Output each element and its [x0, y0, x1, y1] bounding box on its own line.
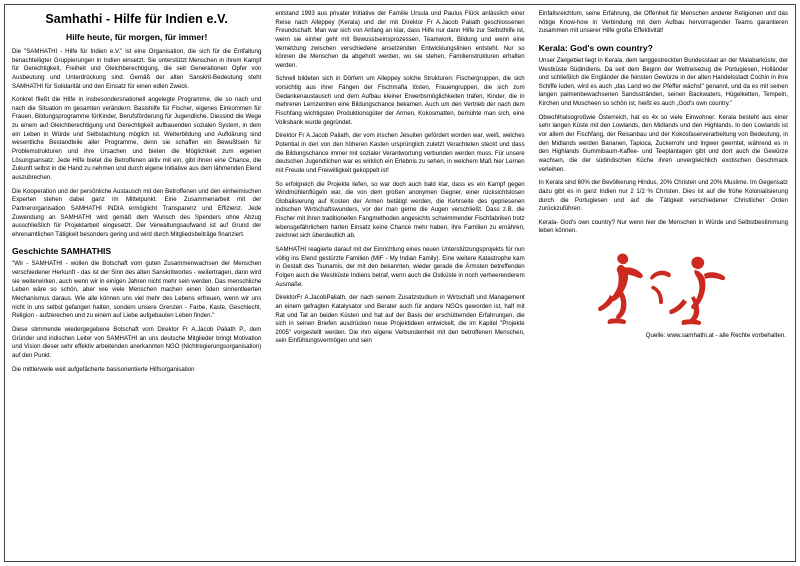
paragraph: entstand 1993 aus privater Initiative der Familie Ursula und Paulus Flück anlässlich einer Reise nach Alleppey (Kerala) und der mit Direktor Fr A.Jacob Paliath geschlossenen Freundschaft. Man war sich von Anfang an klar, dass Hilfe nur dann Hilfe zur Selbsthilfe ist, wenn sie einher geht mit Bewusstseinsprozessen, Teamwork, Bildung und wenn eine Vernetzung zwischen verschiedene ansetzenden Entwicklungslinien entsteht. Nur so können die Menschen da abgeholt werden, wo sie stehen, Familienstrukturen erhalten werden. — [275, 10, 525, 69]
page-subtitle: Hilfe heute, für morgen, für immer! — [65, 32, 208, 42]
source-footer: Quelle: www.samhathi.at - alle Rechte vorbehalten. — [645, 332, 786, 340]
paragraph: Diese stimmende wiedergegebene Botschaft vom Direktor Fr A.Jacob Paliath P., dem Gründer und indischen Leiter von SAMHATHI an uns deutsche Mitglieder bringt Motivation und Vision dieser sehr effektiv arbeitenden anerkannten NGO (Nichtregierungsorganisation) auf den Punkt. — [12, 325, 262, 359]
indian-dancers-illustration — [588, 246, 738, 326]
paragraph: Obwohlhalsogroßwie Österreich, hat es 4x so viele Einwohner. Kerala besteht aus einer sehr langen Küste mit den Lowlands, den Midlands und den Highlands. In den Lowlands ist vor allem der Fischfang, der Reisanbau und der Kokosfaserverarbeitung von Bedeutung, in den Midlands werden Bananen, Tapioca, Zuckerrohr und Ingwer geerntet, während es in den Highlands Gummibaum-Kaffee- und Teeplantagen gibt und dort auch die Gewürze wachsen, die der südindischen Küche ihren unvergleichlich exotischen Geschmack verleihen. — [538, 113, 788, 173]
paragraph: Kerala- God's own country? Nur wenn hier die Menschen in Würde und Selbstbestimmung leben können. — [538, 218, 788, 235]
page-title: Samhathi - Hilfe für Indien e.V. — [45, 12, 228, 26]
paragraph: SAMHATHI reagierte darauf mit der Einrichtung eines neuen Unterstützungsprojekts für nun völlig ins Elend gestürzte Familien (MIF - My Indian Family). Eine weitere Katastrophe kam in Gestalt des Tsunamis, der mit den bekannten, wieder gerade die Ärmsten betreffenden Folgen auch die Westküste Indiens betraf, wenn auch die Ostküste in noch verheerenderem Ausmaße. — [275, 246, 525, 288]
column-right — [539, 10, 788, 558]
paragraph: Die Kooperation und der persönliche Austausch mit den Betroffenen und den einheimischen Experten stehen dabei ganz im Mittelpunkt. Eine Zusammenarbeit mit der Partnerorganisation SAMHATHI INDIA ermöglicht Transparenz und Effizienz. Jede Zuwendung an SAMHATHI wird gemäß dem Wunsch des Spenders ohne Abzug ausschließlich für Projektarbeit eingesetzt. Der Verwaltungsaufwand ist auf Grund der ehrenamtlichen Tätigkeit besonders gering und wird durch Mitgliedsbeiträge finanziert. — [12, 187, 262, 238]
three-column-layout — [12, 10, 788, 558]
column-middle — [275, 10, 524, 558]
paragraph: So erfolgreich die Projekte liefen, so war doch auch bald klar, dass es ein Kampf gegen Windmühlenflügeln war, die von dem großen anonymen Gegner, einer rücksichtslosen Globalisierung auf Kosten der Armen betätigt werden, die Kehrseite des gepriesenen indischen Wirtschaftswunders, vor der man gerne die Augen verschließt. Dass z.B. die Fischer mit ihren traditionellen Fangmethoden angesichts schwimmender Fischfabriken trotz lebensgefährlichem harten Einsatz keine Chance mehr haben, ihre Familien zu ernähren, zeichnet sich überdeutlich ab. — [275, 180, 525, 240]
paragraph: Die mittlerweile weit aufgefächerte basisorientierte Hilfsorganisation — [12, 365, 195, 373]
column-left — [12, 10, 261, 558]
paragraph: Unser Zielgebiet liegt in Kerala, dem langgestreckten Bundesstaat an der Malabarküste, der Westküste Südindiens. Da seit dem Beginn der Weltreisezug die Portugiesen, Holländer und schließlich die Engländer die feinsten Gewürze in der alten Handelsstadt Cochin in ihre Schiffe luden, wird es auch „das Land wo der Pfeffer wächst" genannt, und da es mit seinen langen palmenbewachsenen Sandsstränden, seinen Backwaters, Hügelketten, Tempeln, Kirchen und Moscheen so schön ist, heißt es auch „God's own country." — [538, 56, 788, 108]
paragraph: Direktor Fr A.Jacob Paliath, der vom irischen Jesuiten gefördert worden war, weiß, welches Potential in den von den höheren Kasten ursprünglich zuletzt Verachteten steckt und dass die Bildungschance immer mit sozialer Verantwortung verbunden werden muss. Für unsere deutschen Jugendlichen war es wirklich ein Erlebnis zu sehen, in welchem Maß hier Lernen mit Freude und Freiwilligkeit gekoppelt ist! — [275, 132, 525, 174]
section-heading-kerala: Kerala: God's own country? — [538, 42, 653, 53]
paragraph: In Kerala sind 60% der Bevölkerung Hindus, 20% Christen und 20% Muslime. Im Gegensatz dazu gibt es in ganz Indien nur 2 1/2 % Christen. Dies ist auf die frühe Kolonialisierung durch die Portugiesen und auf die Tätigkeit verschiedener Christlicher Orden zurückzuführen. — [538, 179, 788, 213]
paragraph: Die "SAMHATHI - Hilfe für Indien e.V." ist eine Organisation, die sich für die Entfaltung benachteiligter Gruppierungen in Indien einsetzt. Sie unterstützt Menschen in ihrem Kampf für Gerechtigkeit, Freiheit und Gleichberechtigung, die seit Generationen Opfer von Ausbeutung und Unterdrückung sind. Gemäß der alten Sanskrit-Bedeutung steht SAMHATHI für Solidarität und den Einsatz für einen edlen Zweck. — [12, 48, 262, 90]
section-heading-history: Geschichte SAMHATHIS — [12, 246, 112, 257]
paragraph: Schnell bildeten sich in Dörfern um Alleppey solche Strukturen: Fischergruppen, die sich vorsichtig aus ihrer Fängen der Fischmafia lösten, Frauengruppen, die sich zum Gedankenaustausch und dem Aufbau kleiner Erwerbsmöglichkeiten trafen, Kinder, die in mehreren Lernzentren eine Bildungschance bekamen. Auch um den Vertrieb der nach dem Fischfang wichtigsten Produktionsgüter der Armen, Kokosmatten, bemühte man sich, eine Volksbank wurde gegründet. — [275, 75, 525, 126]
paragraph: "Wir - SAMHATHI - wollen die Botschaft vom guten Zusammenwachsen der Menschen verschiedener Herkunft - das ist der Sinn des alten Sanskritwortes - weitertragen, dann wird sie weiterwirken, auch wenn wir in einigen Jahren nicht mehr sein werden. Das menschliche Leben wäre so schön, aber wie viele Menschen machen einen öden sinnentleerten Mechanismus daraus. Wie alle können uns viel mehr des Lebens erfreuen, wenn wir uns nicht in uns selbst gefangen halten, sondern unsere Grenzen - Farbe, Kaste, Geschlecht, Religion - aufzerechen und zu einem auf Liebe aufgebauten Leben finden." — [12, 260, 262, 320]
paragraph: Einfallsreichtum, seine Erfahrung, die Offenheit für Menschen anderer Religionen und das nötige Know-how in Verbindung mit dem Aufbau hervorragender Teams garantieren zusammen mit unserer Hilfe große Effektivität! — [538, 10, 788, 35]
paragraph: DirektorFr A.JacobPaliath, der nach seinem Zusatzstudium in Wirtschaft und Management an einem gefragten Katalysator und Berater auch für andere NGOs geworden ist, half mit Rat und Tat an beiden Küsten und hat auf der Basis der erschütternden Erfahrungen, die sich in seinen Briefen ausdrücken neue Projektideen entwickelt, die im Kapitel "Projekte 2005" vorgestellt werden. Die ihm eigene Verbundenheit mit den betroffenen Menschen, sein Einfühlungsvermögen und sein — [275, 294, 525, 345]
paragraph: Konkret fließt die Hilfe in insbesondersnationell angelegte Programme, die so nach und nach die Situation im gesamten verändern: Basishilfe für Fischer, eigenes Einkommen für Frauen, Bildungsprogramme fürKinder, Berufsförderung für Jugendliche. Diessind die Wege zu einem auf Gleichberechtigung und Gerechtigkeit aufbauenden sozialen System, in dem ein Leben in Würde und Selbstachtung möglich ist. Weiterbildung und Aufklärung sind wesentliche Bestandteile aller Programme, denn sie schaffen ein Bewußtsein für Problemstrukturen und ihre Ursachen und bieten die Möglichkeit zum eigenen Lösungsansatz. Jede Hilfe bietet die Betroffenen aktiv mit ein, gibt ihnen eine Chance, die Zukunft selbst in die Hand zu nehmen und durch eigene Initiative aus dem lähmenden Elend auszubrechen. — [12, 96, 262, 181]
